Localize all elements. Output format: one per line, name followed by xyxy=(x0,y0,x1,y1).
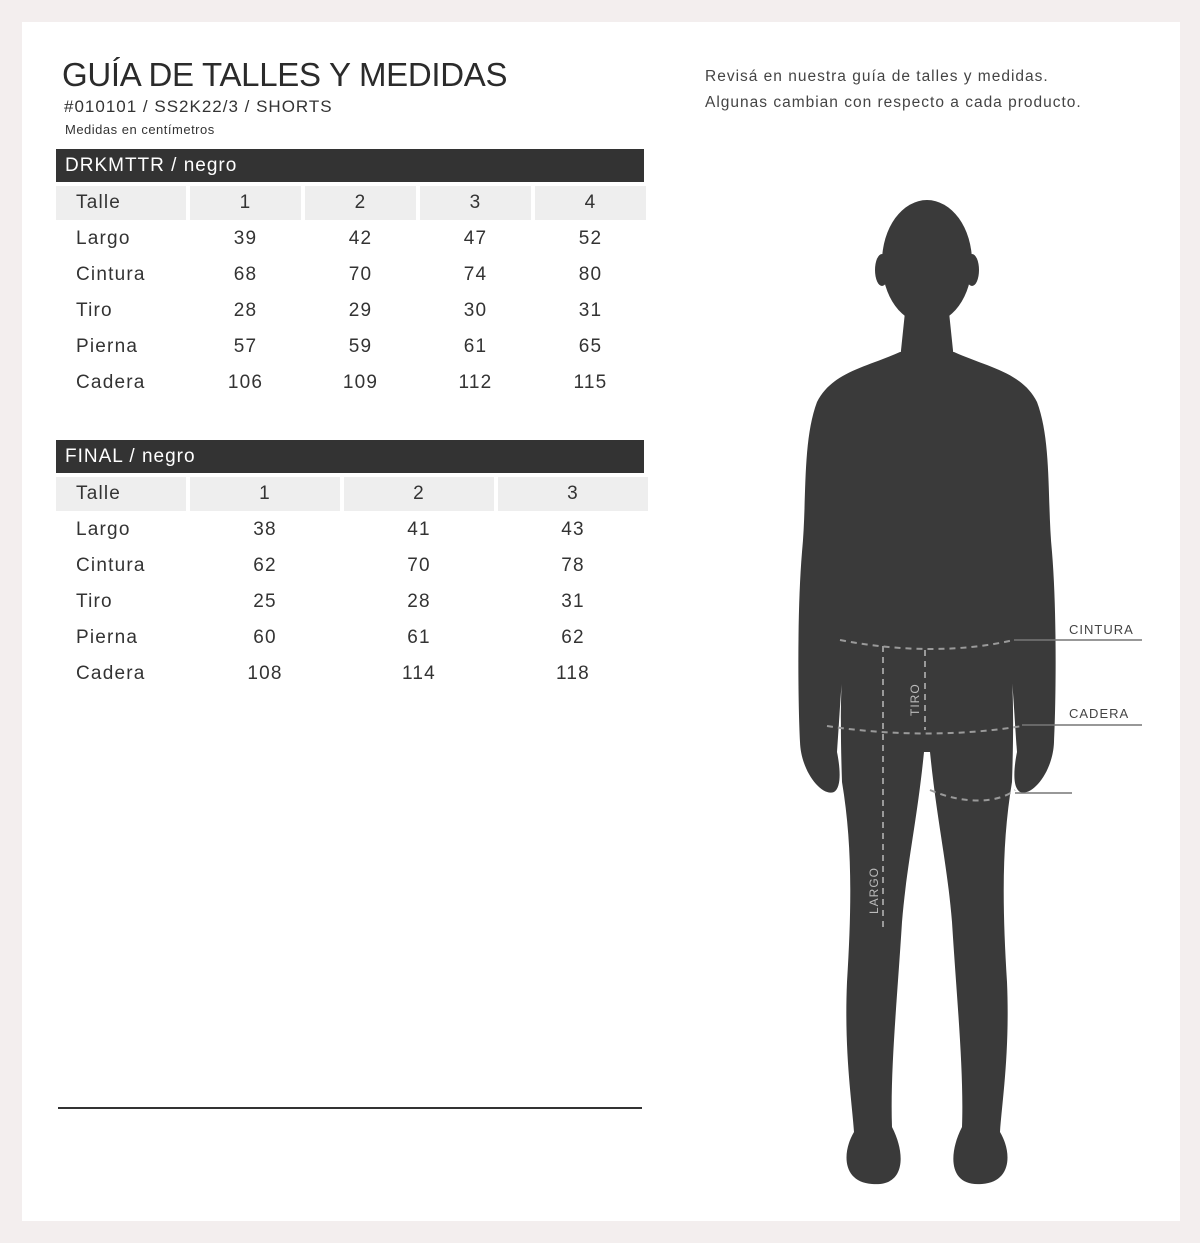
table-cell: 42 xyxy=(348,228,373,249)
table-cell: 39 xyxy=(233,228,258,249)
header-label: Talle xyxy=(56,477,186,511)
table-cell: 60 xyxy=(253,627,277,648)
page-title: GUÍA DE TALLES Y MEDIDAS xyxy=(62,56,508,93)
size-header: 1 xyxy=(190,186,301,220)
table-cell: 52 xyxy=(578,228,603,249)
body-measurement-figure xyxy=(22,22,1180,1221)
table-cell: 118 xyxy=(556,663,590,684)
label-cintura: CINTURA xyxy=(1069,622,1134,637)
table-cell: 114 xyxy=(402,663,436,684)
table-cell: 31 xyxy=(578,300,603,321)
table-cell: 70 xyxy=(348,264,373,285)
table-cell: 59 xyxy=(348,336,373,357)
row-label: Pierna xyxy=(76,336,139,357)
table-cell: 28 xyxy=(407,591,431,612)
product-code: #010101 / SS2K22/3 / SHORTS xyxy=(64,97,333,116)
table-cell: 61 xyxy=(463,336,488,357)
table-cell: 29 xyxy=(348,300,373,321)
table-cell: 80 xyxy=(578,264,603,285)
size-header: 3 xyxy=(498,477,648,511)
table-cell: 25 xyxy=(253,591,277,612)
table-cell: 74 xyxy=(463,264,488,285)
header-label: Talle xyxy=(56,186,186,220)
row-label: Largo xyxy=(76,228,131,249)
table-cell: 106 xyxy=(227,372,264,393)
label-tiro: TIRO xyxy=(908,683,922,716)
table-cell: 30 xyxy=(463,300,488,321)
size-header: 3 xyxy=(420,186,531,220)
row-label: Cintura xyxy=(76,555,146,576)
table-cell: 115 xyxy=(573,372,608,393)
table-title: DRKMTTR / negro xyxy=(56,149,644,182)
size-header: 2 xyxy=(305,186,416,220)
intro-line-1: Revisá en nuestra guía de talles y medidas. xyxy=(705,68,1049,85)
table-cell: 68 xyxy=(233,264,258,285)
row-label: Cintura xyxy=(76,264,146,285)
label-largo: LARGO xyxy=(867,866,881,914)
intro-line-2: Algunas cambian con respecto a cada producto. xyxy=(705,94,1082,111)
table-cell: 41 xyxy=(407,519,431,540)
table-cell: 109 xyxy=(342,372,379,393)
table-cell: 47 xyxy=(463,228,488,249)
table-cell: 65 xyxy=(578,336,603,357)
table-cell: 57 xyxy=(233,336,258,357)
row-label: Tiro xyxy=(76,300,113,321)
table-cell: 112 xyxy=(458,372,493,393)
units-note: Medidas en centímetros xyxy=(65,122,215,137)
table-cell: 43 xyxy=(561,519,585,540)
size-header: 2 xyxy=(344,477,494,511)
table-cell: 61 xyxy=(407,627,431,648)
table-cell: 70 xyxy=(407,555,431,576)
row-label: Cadera xyxy=(76,663,146,684)
table-cell: 78 xyxy=(561,555,585,576)
size-guide-card xyxy=(22,22,1180,1221)
table-title: FINAL / negro xyxy=(56,440,644,473)
table-cell: 62 xyxy=(561,627,585,648)
row-label: Pierna xyxy=(76,627,139,648)
size-header: 1 xyxy=(190,477,340,511)
table-cell: 108 xyxy=(247,663,283,684)
table-cell: 38 xyxy=(253,519,277,540)
size-header: 4 xyxy=(535,186,646,220)
male-silhouette-icon xyxy=(798,200,1055,1184)
table-cell: 28 xyxy=(233,300,258,321)
row-label: Tiro xyxy=(76,591,113,612)
label-cadera: CADERA xyxy=(1069,706,1130,721)
table-cell: 62 xyxy=(253,555,277,576)
row-label: Cadera xyxy=(76,372,146,393)
row-label: Largo xyxy=(76,519,131,540)
table-cell: 31 xyxy=(561,591,585,612)
